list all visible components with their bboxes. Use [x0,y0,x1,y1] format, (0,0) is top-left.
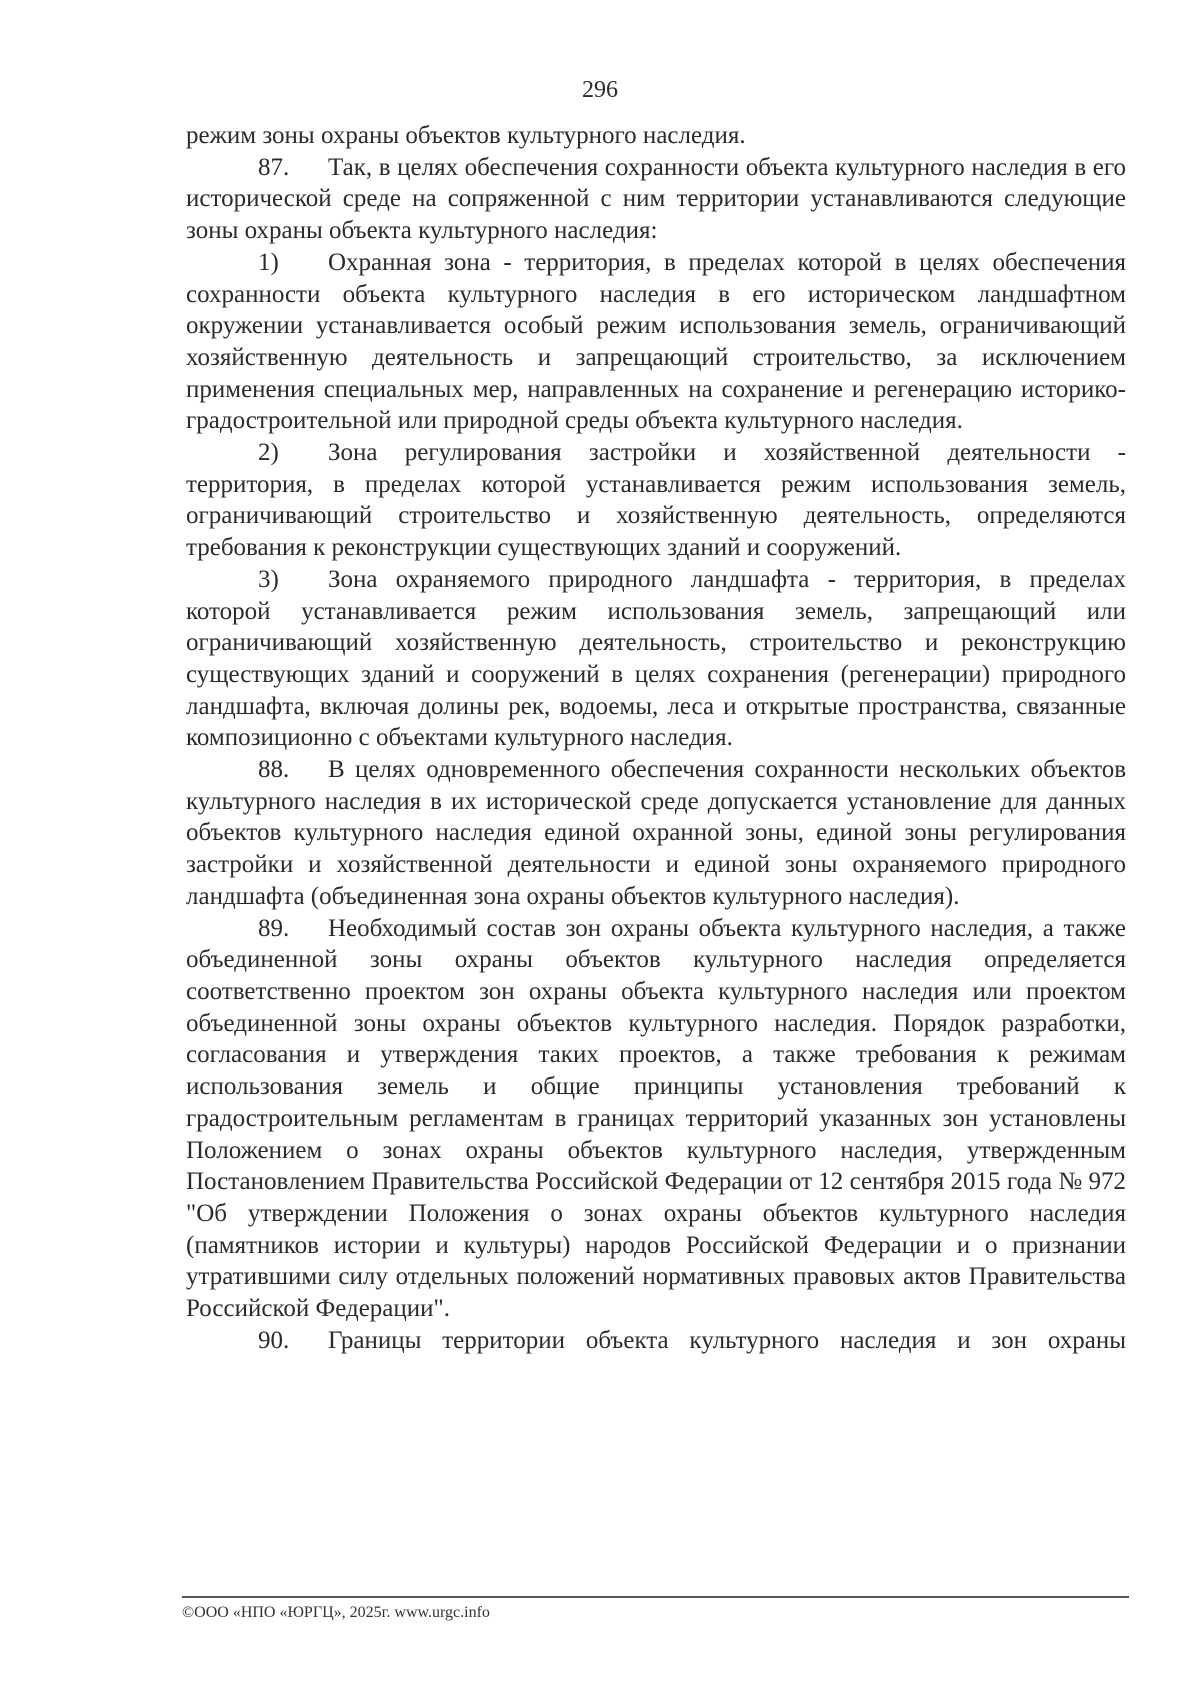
paragraph-text: режим зоны охраны объектов культурного наследия. [186,122,746,149]
paragraph-continuation [186,120,1126,152]
paragraph-text: Необходимый состав зон охраны объекта культурного наследия, а также объединенной зоны охраны объектов культурного наследия определяется соответственно проектом зон охраны объекта культурного наследия или проектом объединенной зоны охраны объектов культурного наследия. Порядок разработки, согласования и утверждения таких проектов, а также требования к режимам использования земель и общие принципы установления требований к градостроительным регламентам в границах территорий указанных зон установлены Положением о зонах охраны объектов культурного наследия, утвержденным Постановлением Правительства Российской Федерации от 12 сентября 2015 года № 972 "Об утверждении Положения о зонах охраны объектов культурного наследия (памятников истории и культуры) народов Российской Федерации и о признании утратившими силу отдельных положений нормативных правовых актов Правительства Российской Федерации". [186,914,1126,1323]
paragraph-text: В целях одновременного обеспечения сохранности нескольких объектов культурного наследия в их исторической среде допускается установление для данных объектов культурного наследия единой охранной зоны, единой зоны регулирования застройки и хозяйственной деятельности и единой зоны охраняемого природного ландшафта (объединенная зона охраны объектов культурного наследия). [186,756,1126,910]
paragraph-90 [186,1325,1126,1357]
footer-copyright: ©ООО «НПО «ЮРГЦ», 2025г. www.urgc.info [182,1604,490,1621]
paragraph-number: 90. [258,1326,290,1354]
list-item-2 [186,437,1126,564]
document-body [186,120,1126,1356]
footer-divider [182,1596,1129,1598]
paragraph-number: 87. [258,153,290,181]
list-item-1 [186,247,1126,437]
paragraph-text: Зона регулирования застройки и хозяйственной деятельности - территория, в пределах которой устанавливается режим использования земель, ограничивающий строительство и хозяйственную деятельность, определяются требования к реконструкции существующих зданий и сооружений. [186,439,1126,562]
paragraph-number: 89. [258,914,290,942]
list-item-number: 2) [258,439,279,467]
list-item-number: 1) [258,248,279,276]
paragraph-89 [186,913,1126,1325]
paragraph-number: 88. [258,756,290,784]
paragraph-87 [186,152,1126,247]
list-item-number: 3) [258,565,279,593]
paragraph-88 [186,754,1126,913]
page-number: 296 [582,77,618,103]
paragraph-text: Зона охраняемого природного ландшафта - территория, в пределах которой устанавливается режим использования земель, запрещающий или ограничивающий хозяйственную деятельность, строительство и реконструкцию существующих зданий и сооружений в целях сохранения (регенерации) природного ландшафта, включая долины рек, водоемы, леса и открытые пространства, связанные композиционно с объектами культурного наследия. [186,565,1126,752]
paragraph-text: Так, в целях обеспечения сохранности объекта культурного наследия в его исторической среде на сопряженной с ним территории устанавливаются следующие зоны охраны объекта культурного наследия: [186,153,1126,245]
paragraph-text: Охранная зона - территория, в пределах которой в целях обеспечения сохранности объекта культурного наследия в его историческом ландшафтном окружении устанавливается особый режим использования земель, ограничивающий хозяйственную деятельность и запрещающий строительство, за исключением применения специальных мер, направленных на сохранение и регенерацию историко-градостроительной или природной среды объекта культурного наследия. [186,248,1126,435]
list-item-3 [186,564,1126,754]
paragraph-text: Границы территории объекта культурного наследия и зон охраны [328,1326,1126,1354]
